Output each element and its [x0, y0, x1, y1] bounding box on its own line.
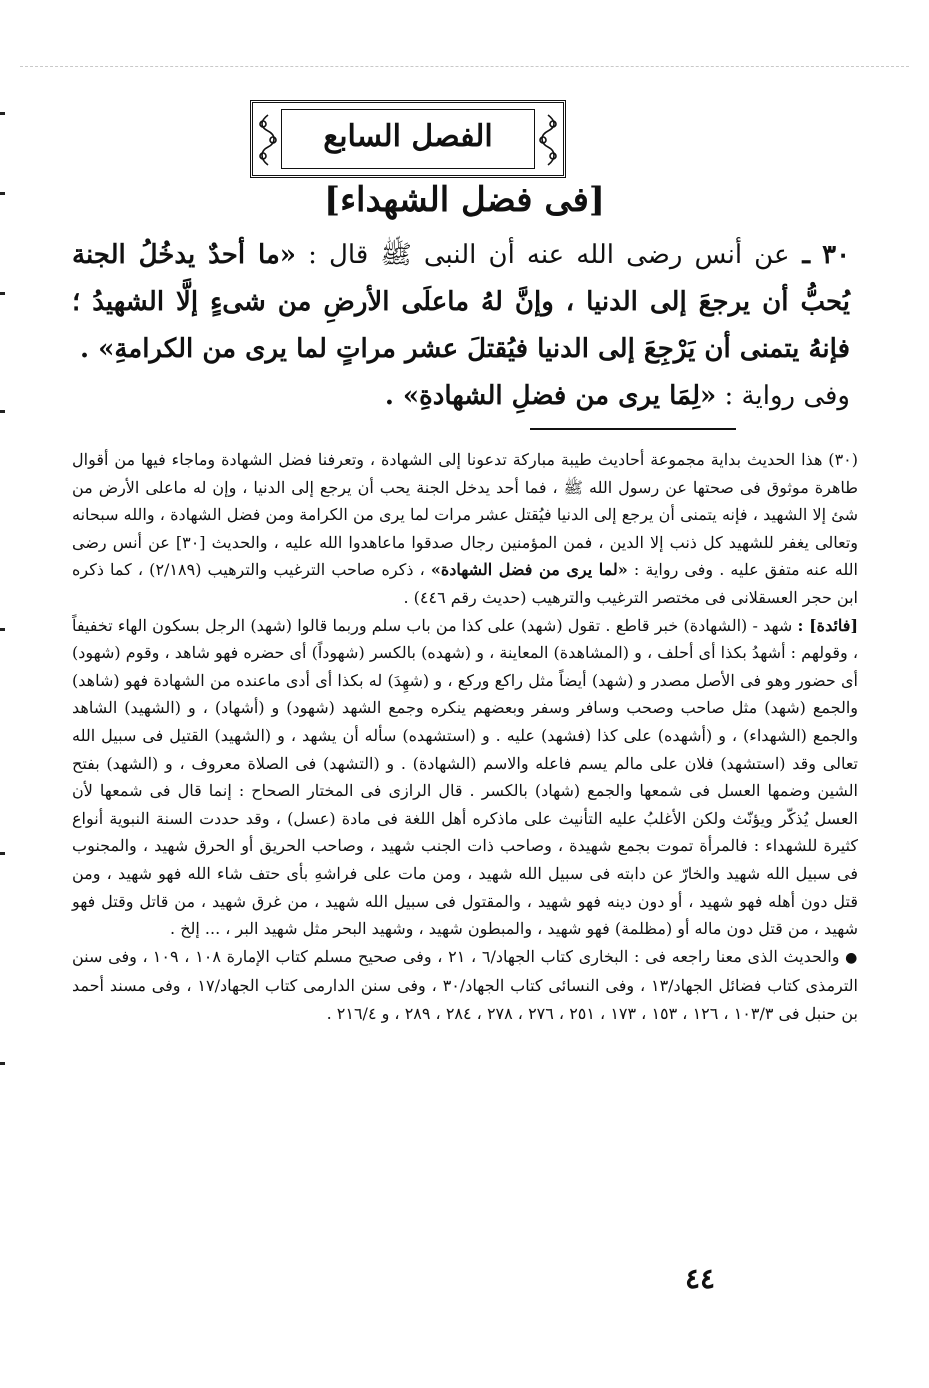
fayda-label: [فائدة] : [797, 615, 859, 635]
hadith-quote: «ما أحدٌ يدخُلُ الجنة يُحبُّ أن يرجعَ إلى الدنيا ، وإنَّ لهُ ماعلَى الأرضِ من شىءٍ إلَّا الشهيدُ ؛ فإنهُ يتمنى أن يَرْجِعَ إلى الدنيا فيُقتلَ عشر مراتٍ لما يرى من الكرامةِ» . [72, 240, 850, 364]
footnote-30 [72, 446, 858, 612]
bullet-icon: ● [845, 949, 859, 966]
chapter-title-frame [250, 100, 566, 178]
fayda-paragraph [72, 612, 858, 943]
hadith-riwaya [72, 373, 850, 420]
hadith-text: ٣٠ ـ عن أنس رضى الله عنه أن النبى ﷺ قال : «ما أحدٌ يدخُلُ الجنة يُحبُّ أن يرجعَ إلى الدنيا ، وإنَّ لهُ ماعلَى الأرضِ من شىءٍ إلَّا الشهيدُ ؛ فإنهُ يتمنى أن يَرْجِعَ إلى الدنيا فيُقتلَ عشر مراتٍ لما يرى من الكرامةِ» . وفى رواية : «لِمَا يرى من فضلِ الشهادةِ» . [72, 232, 850, 420]
riwaya-prefix: وفى رواية : [724, 381, 850, 411]
scan-edge-mark [0, 852, 5, 855]
footnote-30-bold: «لما يرى من فضل الشهادة» [430, 560, 628, 580]
riwaya-quote: «لِمَا يرى من فضلِ الشهادةِ» . [384, 381, 717, 411]
page-number: ٤٤ [684, 1262, 716, 1295]
footnote-30-end: ، ذكره صاحب الترغيب والترهيب (٢/١٨٩) ، كما ذكره ابن حجر العسقلانى فى مختصر الترغيب والترهيب (حديث رقم ٤٤٦) . [72, 560, 858, 607]
scan-edge-mark [0, 1062, 5, 1065]
scan-edge-mark [0, 410, 5, 413]
references-paragraph [72, 943, 858, 1028]
scan-edge-mark [0, 292, 5, 295]
ornament-left-icon [257, 113, 279, 167]
footnote-30-text: (٣٠) هذا الحديث بداية مجموعة أحاديث طيبة مباركة تدعونا إلى الشهادة ، وتعرفنا فضل الشهادة وماجاء فيها من أقوال طاهرة موثوق فى صحتها عن رسول الله ﷺ ، فما أحد يدخل الجنة يحب أن يرجع إلى الدنيا ، وإن له ماعلى الأرض من شئ إلا الشهيد ، فإنه يتمنى أن يرجع إلى الدنيا فيُقتل عشر مرات لما يرى من الكرامة ومن فضل الشهادة ، والله سبحانه وتعالى يغفر للشهيد كل ذنب إلا الدين ، فمن المؤمنين رجال صدقوا ماعاهدوا الله عليه ، والحديث [٣٠] عن أنس رضى الله عنه متفق عليه . وفى رواية : [72, 450, 859, 580]
footnotes [72, 446, 858, 1027]
ornament-right-icon [537, 113, 559, 167]
footnote-divider [530, 428, 736, 430]
hadith-intro: عن أنس رضى الله عنه أن النبى ﷺ قال : [308, 240, 790, 270]
hadith-number: ٣٠ [822, 240, 851, 270]
scan-edge-mark [0, 112, 5, 115]
section-heading: [فى فضل الشهداء] [323, 180, 605, 220]
scan-top-line [20, 66, 909, 67]
scan-edge-mark [0, 628, 5, 631]
fayda-text: شهد - (الشهادة) خبر قاطع . تقول (شهد) على كذا من باب سلم وربما قالوا (شهد) الرجل بسكون الهاء تخفيفاً ، وقولهم : أشهدُ بكذا أى أحلف ، و (المشاهدة) المعاينة ، و (شهده) بالكسر (شهوداً) أى حضره فهو شاهد ، وقوم (شهود) أى حضور وهو فى الأصل مصدر و (شهد) أيضاً مثل راكع وركع ، و (شهِدَ) له بكذا أى أدى ماعنده من الشهادة فهو (شاهد) والجمع (شهد) مثل صاحب وصحب وسافر وسفر وبعضهم ينكره وجمع الشهد (شهود) و (أشهاد) ، و (الشهيد) الشاهد والجمع (الشهداء) ، و (أشهده) على كذا (فشهد) عليه . و (استشهده) سأله أن يشهد ، و (الشهيد) القتيل فى سبيل الله تعالى وقد (استشهد) فلان على مالم يسم فاعله والاسم (الشهادة) . و (التشهد) فى الصلاة معروف ، و (الشهد) بفتح الشين وضمها العسل فى شمعها والجمع (شهاد) بالكسر . قال الرازى فى المختار الصحاح : إنما قال فى شمعها لأن العسل يُذكّر ويؤنّث ولكن الأغلبُ عليه التأنيث على ماذكره أهل اللغة فى مادة (عسل) ، وقد حددت السنة النبوية أنواع كثيرة للشهداء : فالمرأة تموت بجمع شهيدة ، وصاحب ذات الجنب شهيد ، وصاحب الحريق أو الحرق شهيد ، والمجنوب فى سبيل الله شهيد والخارّ عن دابته فى سبيل الله شهيد ، ومن مات على فراشهِ بأى حتف شاء الله فهو شهيد ، ومن قتل دون أهله فهو شهيد ، أو دون دينه فهو شهيد ، والمقتول فى سبيل الله شهيد ، من غرق شهيد ، من قاتل وقتل فهو شهيد ، من قتل دون ماله أو (مظلمة) فهو شهيد ، والمبطون شهيد ، وشهيد البحر مثل شهيد البر ، ... إلخ . [72, 615, 859, 939]
chapter-title: الفصل السابع [323, 118, 493, 154]
references-text: والحديث الذى معنا راجعه فى : البخارى كتاب الجهاد/٦ ، ٢١ ، وفى صحيح مسلم كتاب الإمارة ١٠٨ ، ١٠٩ ، وفى سنن الترمذى كتاب فضائل الجهاد/١٣ ، وفى النسائى كتاب الجهاد/٣٠ ، وفى سنن الدارمى كتاب الجهاد/١٧ ، وفى مسند أحمد بن حنبل فى ١٠٣/٣ ، ١٢٦ ، ١٥٣ ، ١٧٣ ، ٢٥١ ، ٢٧٦ ، ٢٧٨ ، ٢٨٤ ، ٢٨٩ ، و ٢١٦/٤ . [72, 946, 858, 1023]
